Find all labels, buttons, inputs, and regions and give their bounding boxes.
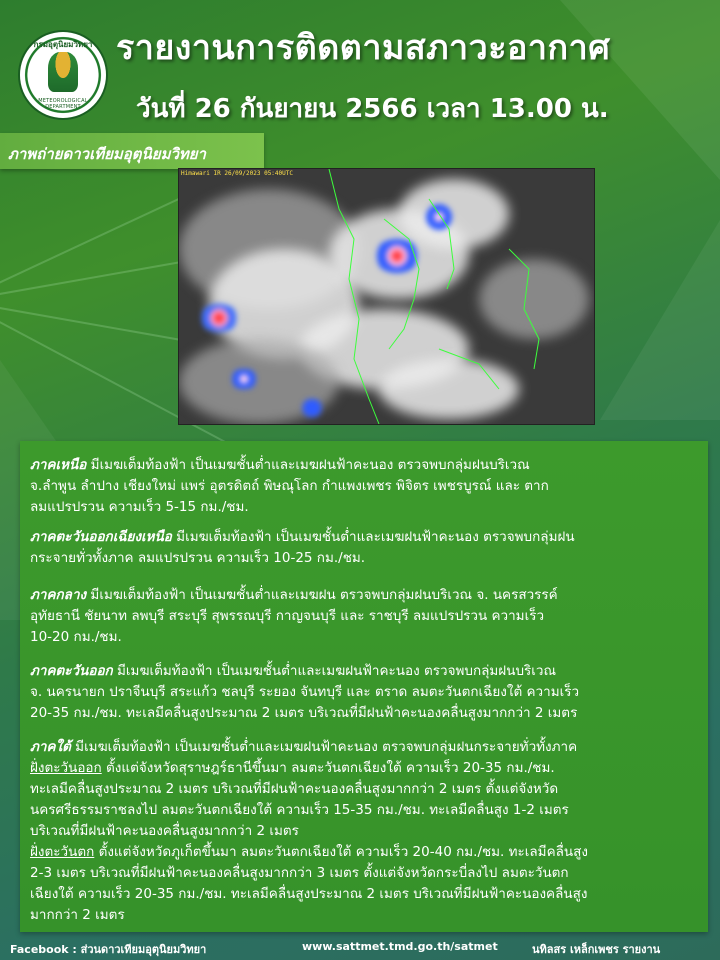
report-text: มีเมฆเต็มท้องฟ้า เป็นเมฆชั้นต่ำและเมฆฝนฟ้าคะนอง ตรวจพบกลุ่มฝนกระจายทั่วทั้งภาค [70,739,578,755]
coastline-overlay [179,169,594,424]
facebook-credit: Facebook : ส่วนดาวเทียมอุตุนิยมวิทยา [10,943,207,956]
report-text: จ.ลำพูน ลำปาง เชียงใหม่ แพร่ อุตรดิตถ์ พิษณุโลก กำแพงเพชร พิจิตร เพชรบูรณ์ และ ตาก [30,478,549,494]
weather-report-panel [20,441,708,932]
tmd-logo [20,32,106,118]
report-text: 20-35 กม./ชม. ทะเลมีคลื่นสูงประมาณ 2 เมตร บริเวณที่มีฝนฟ้าคะนองคลื่นสูงมากกว่า 2 เมตร [30,705,578,721]
east-coast-label: ฝั่งตะวันออก [30,760,102,776]
report-text: เฉียงใต้ ความเร็ว 20-35 กม./ชม. ทะเลมีคลื่นสูงประมาณ 2 เมตร บริเวณที่มีฝนฟ้าคะนองคลื่นสูง [30,886,588,902]
report-text: กระจายทั่วทั้งภาค ลมแปรปรวน ความเร็ว 10-25 กม./ชม. [30,550,366,566]
logo-text-top: กรมอุตุนิยมวิทยา [33,40,93,49]
reporter-credit: นทิลสร เหล็กเพชร รายงาน [532,943,661,956]
northeast-region-title: ภาคตะวันออกเฉียงเหนือ [30,529,172,545]
page-footer [0,936,720,960]
report-text: มากกว่า 2 เมตร [30,907,125,923]
website-link[interactable]: www.sattmet.tmd.go.th/satmet [302,940,498,953]
report-text: นครศรีธรรมราชลงไป ลมตะวันตกเฉียงใต้ ความเร็ว 15-35 กม./ชม. ทะเลมีคลื่นสูง 1-2 เมตร [30,802,569,818]
central-region-title: ภาคกลาง [30,587,87,603]
report-header [0,0,720,130]
report-text: มีเมฆเต็มท้องฟ้า เป็นเมฆชั้นต่ำและเมฆฝน ตรวจพบกลุ่มฝนบริเวณ จ. นครสวรรค์ [86,587,558,603]
south-region-title: ภาคใต้ [30,739,71,755]
satellite-caption: Himawari IR 26/09/2023 05:40UTC [181,170,293,177]
northeast-region-report [30,527,575,569]
report-text: 2-3 เมตร บริเวณที่มีฝนฟ้าคะนองคลื่นสูงมากกว่า 3 เมตร ตั้งแต่จังหวัดกระบี่ลงไป ลมตะวันตก [30,865,569,881]
report-text: 10-20 กม./ชม. [30,629,122,645]
deity-emblem-icon [48,52,78,92]
report-text: บริเวณที่มีฝนฟ้าคะนองคลื่นสูงมากกว่า 2 เมตร [30,823,299,839]
report-text: อุทัยธานี ชัยนาท ลพบุรี สระบุรี สุพรรณบุรี กาญจนบุรี และ ราชบุรี ลมแปรปรวน ความเร็ว [30,608,545,624]
report-date: วันที่ 26 กันยายน 2566 เวลา 13.00 น. [136,94,609,124]
north-region-report [30,455,549,518]
report-text: มีเมฆเต็มท้องฟ้า เป็นเมฆชั้นต่ำและเมฆฝนฟ้าคะนอง ตรวจพบกลุ่มฝนบริเวณ [86,457,530,473]
north-region-title: ภาคเหนือ [30,457,87,473]
logo-text-bottom: METEOROLOGICAL DEPARTMENT [38,98,88,110]
report-text: ตั้งแต่จังหวัดสุราษฎร์ธานีขึ้นมา ลมตะวันตกเฉียงใต้ ความเร็ว 20-35 กม./ชม. [101,760,555,776]
south-region-report [30,737,588,926]
west-coast-label: ฝั่งตะวันตก [30,844,95,860]
central-region-report [30,585,558,648]
section-label-text: ภาพถ่ายดาวเทียมอุตุนิยมวิทยา [8,145,206,163]
report-text: จ. นครนายก ปราจีนบุรี สระแก้ว ชลบุรี ระยอง จันทบุรี และ ตราด ลมตะวันตกเฉียงใต้ ความเร็ว [30,684,580,700]
decor-triangle [600,220,720,420]
report-text: ทะเลมีคลื่นสูงประมาณ 2 เมตร บริเวณที่มีฝนฟ้าคะนองคลื่นสูงมากกว่า 2 เมตร ตั้งแต่จังหวัด [30,781,559,797]
report-text: มีเมฆเต็มท้องฟ้า เป็นเมฆชั้นต่ำและเมฆฝนฟ้าคะนอง ตรวจพบกลุ่มฝน [171,529,575,545]
east-region-report [30,661,579,724]
satellite-image [178,168,595,425]
report-text: ลมแปรปรวน ความเร็ว 5-15 กม./ชม. [30,499,249,515]
east-region-title: ภาคตะวันออก [30,663,113,679]
report-text: มีเมฆเต็มท้องฟ้า เป็นเมฆชั้นต่ำและเมฆฝนฟ้าคะนอง ตรวจพบกลุ่มฝนบริเวณ [112,663,556,679]
satellite-section-label [0,133,264,169]
page-title: รายงานการติดตามสภาวะอากาศ [116,28,611,68]
report-text: ตั้งแต่จังหวัดภูเก็ตขึ้นมา ลมตะวันตกเฉียงใต้ ความเร็ว 20-40 กม./ชม. ทะเลมีคลื่นสูง [94,844,588,860]
